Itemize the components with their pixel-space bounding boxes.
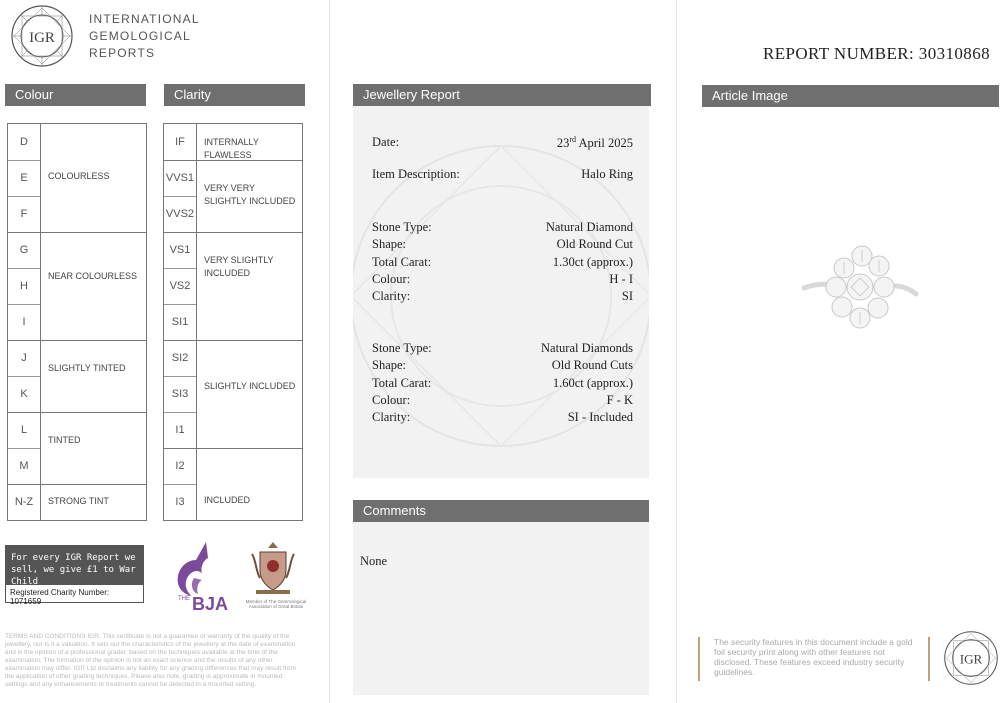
panel-divider (329, 0, 330, 703)
grade-row-line (8, 448, 40, 449)
stone-detail-label: Shape: (372, 358, 407, 373)
column-divider (40, 124, 41, 520)
grade-cell: K (20, 388, 28, 400)
item-description-label: Item Description: (372, 167, 460, 181)
grade-cell: M (19, 460, 29, 472)
grade-group-label: VERY VERY SLIGHTLY INCLUDED (204, 183, 296, 206)
grade-cell: I1 (175, 424, 185, 436)
grade-cell: IF (175, 136, 185, 148)
comments-header: Comments (353, 500, 649, 522)
group-separator (164, 232, 302, 233)
stone-detail-label: Stone Type: (372, 341, 432, 355)
colour-grade-table (7, 123, 147, 521)
grade-cell: G (19, 244, 29, 256)
grade-cell: H (20, 280, 28, 292)
article-image-header: Article Image (702, 85, 999, 107)
stone-detail-value: SI - Included (567, 410, 633, 425)
grade-row-line (164, 376, 196, 377)
stone-detail-label: Stone Type: (372, 220, 432, 234)
comments-text: None (360, 554, 388, 568)
group-separator (164, 340, 302, 341)
grade-group-label: COLOURLESS (48, 171, 110, 181)
group-separator (8, 232, 146, 233)
date-label: Date: (372, 135, 400, 149)
stone-detail-value: F - K (606, 392, 633, 407)
clarity-header: Clarity (164, 84, 305, 106)
grade-cell: VVS1 (165, 172, 195, 184)
grade-cell: VS1 (169, 244, 191, 256)
grade-group-label: SLIGHTLY INCLUDED (204, 381, 296, 391)
stone-detail-value: Natural Diamonds (541, 341, 633, 355)
item-description-value: Halo Ring (581, 167, 633, 181)
grade-group-label: SLIGHTLY TINTED (48, 363, 126, 373)
jewellery-report-header: Jewellery Report (353, 84, 651, 106)
report-number: REPORT NUMBER: 30310868 (763, 44, 991, 63)
comments-box (353, 522, 649, 695)
svg-text:IGR: IGR (959, 651, 983, 667)
grade-group-label: INCLUDED (204, 495, 251, 505)
stone-detail-label: Colour: (372, 271, 411, 286)
date-suffix: rd (569, 135, 577, 144)
grade-cell: N-Z (14, 496, 34, 508)
grade-group-label: INTERNALLY FLAWLESS (204, 137, 259, 160)
grade-cell: L (20, 424, 28, 436)
svg-text:BJA: BJA (192, 594, 229, 614)
colour-header: Colour (5, 84, 146, 106)
grade-cell: SI3 (171, 388, 189, 400)
gemmological-crest-icon (248, 540, 298, 596)
group-separator (8, 412, 146, 413)
grade-cell: J (21, 352, 27, 364)
grade-cell: VS2 (169, 280, 191, 292)
stone-detail-label: Total Carat: (372, 254, 432, 269)
stone-detail-value: H - I (609, 271, 633, 286)
date-day: 23 (556, 136, 570, 151)
column-divider (196, 124, 197, 520)
stone-detail-label: Colour: (372, 392, 411, 407)
grade-group-label: TINTED (48, 435, 81, 445)
grade-row-line (8, 160, 40, 161)
grade-row-line (8, 304, 40, 305)
grade-row-line (164, 304, 196, 305)
grade-cell: E (20, 172, 28, 184)
crest-caption: Member of The Gemmological Association of Great Britain (245, 599, 307, 609)
charity-registration: Registered Charity Number: 1071659 (10, 588, 110, 606)
svg-text:THE: THE (178, 596, 190, 602)
grade-cell: VVS2 (165, 208, 195, 220)
ring-photo-image (800, 232, 920, 342)
charity-message: For every IGR Report we sell, we give £1 to War Child (6, 546, 143, 585)
group-separator (164, 448, 302, 449)
grade-row-line (8, 376, 40, 377)
grade-cell: I3 (175, 496, 185, 508)
grade-cell: SI1 (171, 316, 189, 328)
grade-row-line (164, 484, 196, 485)
grade-cell: F (20, 208, 28, 220)
security-accent-bar (928, 637, 930, 681)
grade-row-line (164, 412, 196, 413)
clarity-grade-table (163, 123, 303, 521)
stone-detail-value: Old Round Cut (556, 237, 633, 252)
date-value (557, 135, 633, 151)
security-accent-bar (698, 637, 700, 681)
grade-group-label: STRONG TINT (48, 496, 109, 506)
stone-detail-value: 1.60ct (approx.) (552, 375, 633, 390)
group-separator (164, 160, 302, 161)
stone-detail-label: Shape: (372, 237, 407, 252)
org-name-line-3: REPORTS (89, 46, 156, 60)
group-separator (8, 340, 146, 341)
grade-cell: I (22, 316, 26, 328)
grade-row-line (164, 196, 196, 197)
panel-divider (676, 0, 677, 703)
terms-and-conditions: TERMS AND CONDITIONS IGR. This certificate is not a guarantee or warranty of the quality of the jewellery, nor is it a valuation. It sets out the characteristics of the jewellery at the date of examination and is the opinion of a professional grader, based on the techniques available at the time of the examination. The formation of the opinion is not an exact science and the results of any other examination may differ. IGR Ltd disclaims any liability for any grading differences that may result from the application of other grading techniques. Please also note, grading is approximate in mounted settings and any enhancements or treatments cannot be detected in a mounted setting. (5, 633, 296, 688)
stone-detail-value: Natural Diamond (545, 220, 633, 234)
charity-box (5, 545, 144, 606)
grade-cell: D (20, 136, 28, 148)
group-separator (8, 484, 146, 485)
stone-detail-value: 1.30ct (approx.) (552, 254, 633, 269)
stone-detail-label: Total Carat: (372, 375, 432, 390)
grade-row-line (164, 268, 196, 269)
security-note: The security features in this document include a gold foil security print along with other features not disclosed. These features exceed industry security guidelines. (714, 637, 913, 677)
stone-detail-value: SI (621, 289, 633, 304)
date-rest: April 2025 (576, 136, 633, 151)
bja-unicorn-logo-icon (166, 538, 236, 614)
igr-seal-icon (943, 630, 999, 686)
stone-detail-label: Clarity: (372, 410, 411, 425)
org-name-line-2: GEMOLOGICAL (89, 29, 191, 43)
grade-cell: SI2 (171, 352, 189, 364)
grade-group-label: NEAR COLOURLESS (48, 271, 138, 281)
grade-group-label: VERY SLIGHTLY INCLUDED (204, 255, 274, 278)
svg-text:IGR: IGR (29, 30, 55, 46)
stone-detail-value: Old Round Cuts (551, 358, 633, 373)
grade-row-line (8, 196, 40, 197)
org-name-line-1: INTERNATIONAL (89, 12, 200, 26)
jewellery-report-box (353, 106, 649, 478)
igr-logo-icon (10, 4, 74, 68)
stone-detail-label: Clarity: (372, 289, 411, 304)
grade-cell: I2 (175, 460, 185, 472)
grade-row-line (8, 268, 40, 269)
